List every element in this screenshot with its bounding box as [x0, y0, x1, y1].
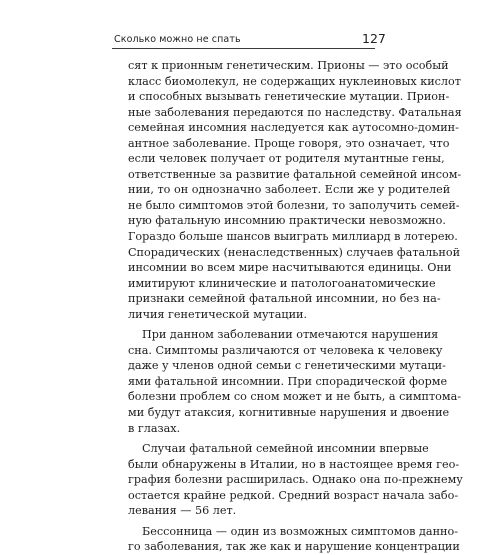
text-line: семейная инсомния наследуется как аутосомно-домин- [128, 121, 459, 135]
text-line: го заболевания, так же как и нарушение концентрации [128, 540, 460, 554]
text-line: в глазах. [128, 421, 181, 435]
text-line: графия болезни расширилась. Однако она по-прежнему [128, 473, 463, 487]
header-rule [112, 48, 375, 49]
paragraph [128, 327, 462, 436]
paragraph [128, 58, 462, 322]
text-line: класс биомолекул, не содержащих нуклеиновых кислот [128, 74, 461, 88]
running-head-title: Сколько можно не спать [114, 34, 241, 45]
text-line: Спорадических (ненаследственных) случаев фатальной [128, 245, 461, 259]
text-line: При данном заболевании отмечаются нарушения [142, 328, 439, 342]
text-line: инсомнии во всем мире насчитываются единицы. Они [128, 261, 452, 275]
text-line: признаки семейной фатальной инсомнии, но без на- [128, 292, 441, 306]
text-line: сна. Симптомы различаются от человека к человеку [128, 343, 443, 357]
text-line: ную фатальную инсомнию практически невозможно. [128, 214, 446, 228]
text-line: ные заболевания передаются по наследству. Фатальная [128, 105, 462, 119]
text-line: были обнаружены в Италии, но в настоящее время гео- [128, 457, 460, 471]
text-line: даже у членов одной семьи с генетическими мутаци- [128, 359, 446, 373]
text-line: имитируют клинические и патологоанатомические [128, 276, 436, 290]
text-line: нии, то он однозначно заболеет. Если же у родителей [128, 183, 451, 197]
text-line: не было симптомов этой болезни, то заполучить семей- [128, 198, 460, 212]
text-line: ями фатальной инсомнии. При спорадической форме [128, 374, 448, 388]
text-line: остается крайне редкой. Средний возраст начала забо- [128, 488, 459, 502]
text-line: левания — 56 лет. [128, 504, 237, 518]
body-text [128, 58, 463, 555]
text-line: сят к прионным генетическим. Прионы — это особый [128, 59, 449, 72]
paragraph [128, 441, 463, 519]
text-line: ответственные за развитие фатальной семейной инсом- [128, 167, 462, 181]
text-line: Гораздо больше шансов выиграть миллиард в лотерею. [128, 230, 458, 244]
text-line: ми будут атаксия, когнитивные нарушения и двоение [128, 406, 450, 420]
page-number: 127 [362, 31, 386, 46]
text-line: Случаи фатальной семейной инсомнии впервые [142, 442, 429, 456]
text-line: личия генетической мутации. [128, 307, 308, 321]
text-line: если человек получает от родителя мутантные гены, [128, 152, 445, 166]
text-line: и способных вызывать генетические мутации. Прион- [128, 90, 450, 104]
paragraph [128, 524, 460, 555]
text-line: болезни проблем со сном может и не быть, а симптома- [128, 390, 462, 404]
text-line: антное заболевание. Проще говоря, это означает, что [128, 136, 450, 150]
text-line: Бессонница — один из возможных симптомов данно- [142, 524, 459, 538]
